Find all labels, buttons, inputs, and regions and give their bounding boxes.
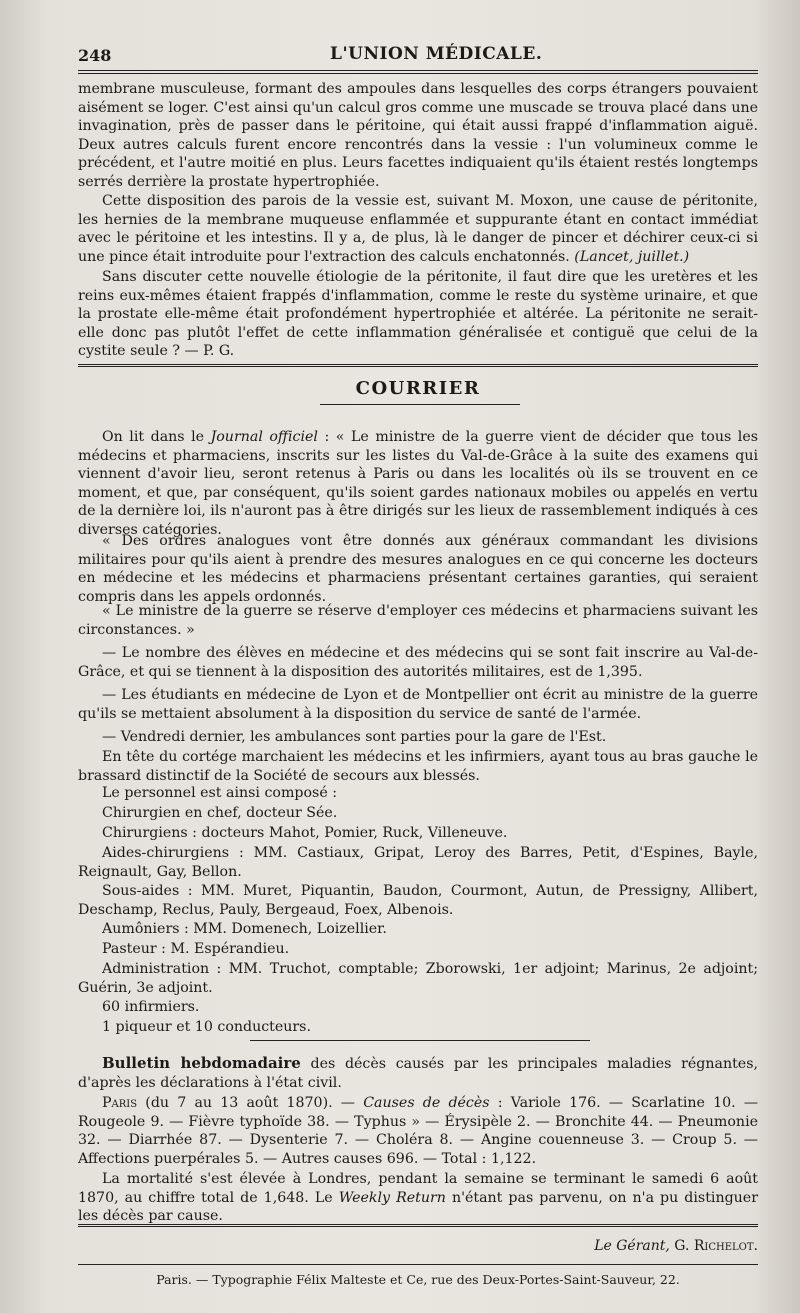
paris-dates: (du 7 au 13 août 1870). —	[137, 1095, 364, 1111]
courrier-intro-a: On lit dans le	[102, 429, 211, 445]
personnel-aides: Aides-chirurgiens : MM. Castiaux, Gripat, Leroy des Barres, Petit, d'Espines, Bayle, Reignault, Gay, Bellon.	[78, 845, 758, 880]
courrier-item-3: — Vendredi dernier, les ambulances sont parties pour la gare de l'Est.	[102, 729, 607, 745]
section-divider	[78, 364, 758, 369]
journal-officiel-source: Journal officiel	[210, 429, 318, 445]
bulletin-paragraph	[78, 1054, 758, 1092]
article-paragraph-1: membrane musculeuse, formant des ampoules dans lesquelles des corps étrangers pouvaient aisément se loger. C'est ainsi qu'un calcul gros comme une muscade se trouva placé dans une invagination, près de passer dans le péritoine, qui était aussi frappé d'inflammation aiguë. Deux autres calculs furent encore rencontrés dans la vessie : l'un volumineux comme le précédent, et l'autre moitié en plus. Leurs facettes indiquaient qu'ils étaient restés longtemps serrés derrière la prostate hypertrophiée.	[78, 81, 758, 190]
paris-label: Paris	[102, 1095, 138, 1111]
london-b: n'étant pas parvenu, on n'a pu distinguer les décès par cause.	[78, 1189, 758, 1225]
weekly-return-source: Weekly Return	[338, 1189, 446, 1206]
header-rule-2	[78, 73, 758, 74]
london-paragraph	[78, 1170, 758, 1226]
personnel-administration: Administration : MM. Truchot, comptable; Zborowski, 1er adjoint; Marinus, 2e adjoint; Guérin, 3e adjoint.	[78, 961, 758, 996]
paris-stats-values: : Variole 176. — Scarlatine 10. — Rougeole 9. — Fièvre typhoïde 38. — Typhus » — Érysipèle 2. — Bronchite 44. — Pneumonie 32. — Diarrhée 87. — Dysenterie 7. — Choléra 8. — Angine couenneuse 3. — Croup 5. — Affections puerpérales 5. — Autres causes 696. — Total : 1,122.	[78, 1095, 759, 1167]
london-a: La mortalité s'est élevée à Londres, pendant la semaine se terminant le samedi 6 août 1870, au chiffre total de 1,648. Le	[78, 1171, 758, 1206]
bulletin-title: Bulletin hebdomadaire	[102, 1054, 301, 1072]
short-divider	[250, 1040, 590, 1041]
header-rule	[78, 70, 758, 71]
footer-divider	[78, 1224, 758, 1229]
journal-title: L'UNION MÉDICALE.	[330, 44, 543, 64]
courrier-heading: COURRIER	[355, 378, 481, 399]
imprint-rule	[78, 1264, 758, 1265]
personnel-chirurgiens: Chirurgiens : docteurs Mahot, Pomier, Ruck, Villeneuve.	[102, 825, 508, 841]
signature-name: G. Richelot.	[674, 1238, 758, 1254]
courrier-intro-b: : « Le ministre de la guerre vient de décider que tous les médecins et pharmaciens, inscrits sur les listes du Val-de-Grâce à la suite des examens qui viennent d'avoir lieu, seront retenus à Paris ou dans les localités où ils se trouvent en ce moment, et que, par conséquent, qu'ils soient gardes nationaux mobiles ou appelés en vertu de la dernière loi, ils n'auront pas à être dirigés sur les lieux de rassemblement indiqués à ces diverses catégories.	[78, 429, 759, 538]
personnel-pasteur: Pasteur : M. Espérandieu.	[102, 941, 290, 957]
article-paragraph-2	[78, 192, 758, 266]
personnel-infirmiers: 60 infirmiers.	[102, 999, 200, 1015]
personnel-aumoniers: Aumôniers : MM. Domenech, Loizellier.	[102, 921, 387, 937]
courrier-underline	[320, 404, 520, 405]
courrier-item-4: En tête du cortége marchaient les médecins et les infirmiers, ayant tous au bras gauche le brassard distinctif de la Société de secours aux blessés.	[78, 749, 758, 784]
page-number: 248	[78, 46, 112, 65]
courrier-item-2: — Les étudiants en médecine de Lyon et de Montpellier ont écrit au ministre de la guerre qu'ils se mettaient absolument à la disposition du service de santé de l'armée.	[78, 687, 758, 722]
bulletin-intro: des décès causés par les principales maladies régnantes, d'après les déclarations à l'état civil.	[78, 1056, 758, 1091]
personnel-sous-aides: Sous-aides : MM. Muret, Piquantin, Baudon, Courmont, Autun, de Pressigny, Allibert, Deschamp, Reclus, Pauly, Bergeaud, Foex, Albenois.	[78, 883, 758, 918]
signature-role: Le Gérant,	[594, 1238, 670, 1254]
courrier-item-1: — Le nombre des élèves en médecine et des médecins qui se sont fait inscrire au Val-de-Grâce, et qui se tiennent à la disposition des autorités militaires, est de 1,395.	[78, 645, 758, 680]
signature	[78, 1238, 758, 1254]
courrier-quote-3: « Le ministre de la guerre se réserve d'employer ces médecins et pharmaciens suivant les circonstances. »	[78, 603, 758, 638]
causes-label: Causes de décès	[363, 1095, 490, 1111]
printer-imprint: Paris. — Typographie Félix Malteste et Ce, rue des Deux-Portes-Saint-Sauveur, 22.	[156, 1272, 680, 1287]
personnel-piqueur: 1 piqueur et 10 conducteurs.	[102, 1019, 311, 1035]
personnel-chef: Chirurgien en chef, docteur Sée.	[102, 805, 338, 821]
paragraph-2-text: Cette disposition des parois de la vessie est, suivant M. Moxon, une cause de péritonite, les hernies de la membrane muqueuse enflammée et suppurante étant en contact immédiat avec le péritoine et les intestins. Il y a, de plus, là le danger de pincer et déchirer ceux-ci si une pince était introduite pour l'extraction des calculs enchatonnés.	[78, 193, 758, 265]
article-paragraph-3: Sans discuter cette nouvelle étiologie de la péritonite, il faut dire que les uretères et les reins eux-mêmes étaient frappés d'inflammation, comme le reste du système urinaire, et que la prostate elle-même était profondément hypertrophiée et altérée. La péritonite ne serait-elle donc pas plutôt l'effet de cette inflammation généralisée et contiguë que celui de la cystite seule ? — P. G.	[78, 269, 758, 360]
courrier-quote-2: « Des ordres analogues vont être donnés aux généraux commandant les divisions militaires pour qu'ils aient à prendre des mesures analogues en ce qui concerne les docteurs en médecine et les médecins et pharmaciens présentant certaines garanties, qui seraient compris dans les appels ordonnés.	[78, 533, 758, 605]
paris-stats	[78, 1094, 758, 1168]
courrier-intro	[78, 428, 758, 540]
lancet-source: (Lancet, juillet.)	[574, 248, 690, 265]
personnel-intro: Le personnel est ainsi composé :	[102, 785, 338, 801]
